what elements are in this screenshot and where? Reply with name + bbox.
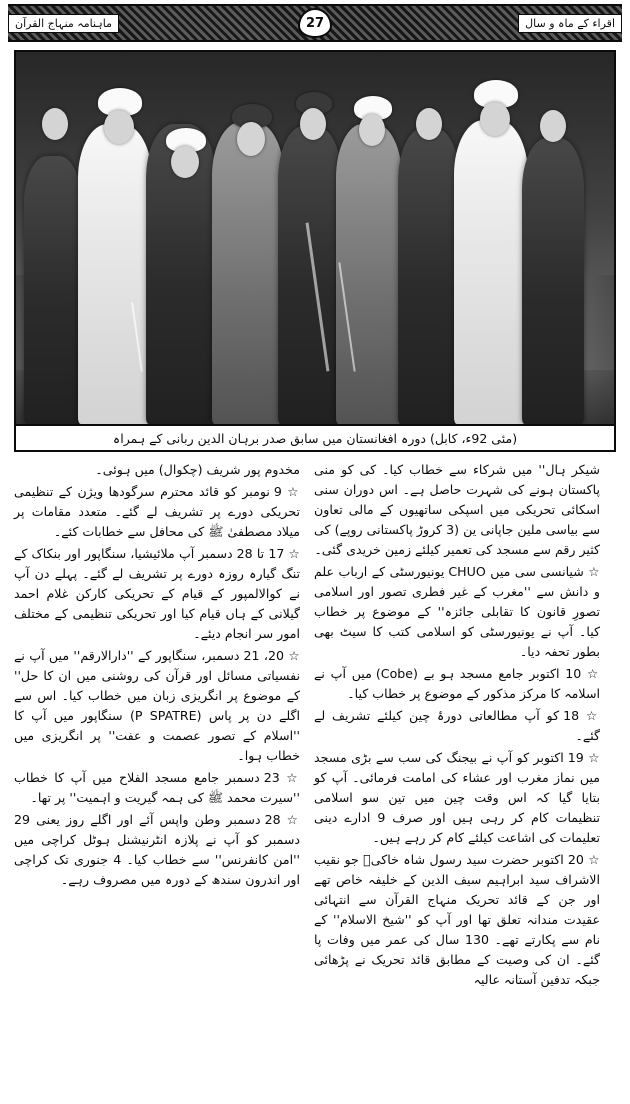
paragraph: ☆ 23 دسمبر جامع مسجد الفلاح میں آپ کا خطاب ''سیرت محمد ﷺ کی ہمہ گیریت و اہمیت'' پر تھا۔: [14, 770, 300, 805]
column-left: [314, 460, 600, 992]
figure-8: [454, 120, 528, 424]
figure-4-head: [237, 122, 265, 156]
figure-6: [336, 124, 402, 424]
figure-2: [78, 124, 152, 424]
figure-1: [24, 156, 82, 424]
header-left-label: اقراء کے ماہ و سال: [518, 14, 622, 33]
photo-caption: (مئی 92ء، کابل) دورہ افغانستان میں سابق صدر برہان الدین ربانی کے ہمراہ: [14, 426, 616, 452]
paragraph: ☆ 9 نومبر کو قائد محترم سرگودھا ویژن کے تنظیمی تحریکی دورے پر تشریف لے گئے۔ متعدد مقامات پر میلاد مصطفیٰ ﷺ کی محافل سے خطابات کئے۔: [14, 484, 300, 539]
page-header: [8, 4, 622, 42]
figure-1-head: [42, 108, 68, 140]
paragraph: ☆ 20، 21 دسمبر، سنگاپور کے ''دارالارقم'' میں آپ نے نفسیاتی مسائل اور قرآن کی روشنی میں ان کا حل'' کے موضوع پر انگریزی زبان میں خطاب کیا۔ اس سے اگلے دن پر پاس (P SPATRE) سنگاپور میں آپ کا ''اسلام کے تصور عصمت و عفت'' پر انگریزی میں خطاب ہوا۔: [14, 648, 300, 763]
group-photograph: [16, 52, 614, 424]
figure-7-head: [416, 108, 442, 140]
paragraph: ☆ 19 اکتوبر کو آپ نے بیجنگ کی سب سے بڑی مسجد میں نماز مغرب اور عشاء کی امامت فرمائی۔ آپ کو بتایا گیا کہ اس وقت چین میں تین سو اسلامی تنظیمات کام کر رہی ہیں اور صرف 9 ادارے دینی تعلیمات کی اشاعت کیلئے کام کر رہے ہیں۔: [314, 750, 601, 845]
paragraph: ☆ 28 دسمبر وطن واپس آئے اور اگلے روز یعنی 29 دسمبر کو آپ نے پلازہ انٹرنیشنل ہوٹل کراچی میں ''امن کانفرنس'' سے خطاب کیا۔ 4 جنوری تک کراچی اور اندرون سندھ کے دورہ میں مصروف رہے۔: [14, 812, 301, 887]
figure-3-head: [171, 146, 199, 178]
paragraph: مخدوم پور شریف (چکوال) میں ہوئی۔: [95, 462, 300, 477]
photo-frame: [14, 50, 616, 426]
figure-9-head: [540, 110, 566, 142]
figure-7: [398, 128, 460, 424]
paragraph: ☆ شیانسی سی میں CHUO یونیورسٹی کے ارباب علم و دانش سے ''مغرب کے غیر فطری تصور اور اسلامی تصورِ قانون کا تقابلی جائزہ'' کے موضوع پر خطاب کیا۔ آپ نے یونیورسٹی کو اسلامی کتب کا سیٹ بھی بطور تحفہ دیا۔: [314, 564, 600, 659]
figure-9: [522, 138, 584, 424]
magazine-page: [0, 4, 630, 1104]
paragraph: ☆ 20 اکتوبر حضرت سید رسول شاہ خاکیؒ جو نقیب الاشراف سید ابراہیم سیف الدین کے خلیفہ خاص تھے اور جن کے قائد تحریک منہاج القرآن سے انتہائی عقیدت مندانہ تعلق تھا اور آپ کو ''شیخ الاسلام'' کے نام سے پکارتے تھے۔ 130 سال کی عمر میں وفات پا گئے۔ ان کی وصیت کے مطابق قائد تحریک نے پڑھائی جبکہ تدفین آستانہ عالیہ: [314, 852, 600, 987]
figure-8-head: [480, 102, 510, 136]
figure-5: [278, 126, 342, 424]
paragraph: ☆ 17 تا 28 دسمبر آپ ملائیشیا، سنگاپور اور بنکاک کے تنگ گیارہ روزہ دورے پر تشریف لے گئے۔ پہلے دن آپ نے کوالالمپور کے قیام کے تحریکی کارکن غلام احمد گیلانی کے ہاں قیام کیا اور تحریکی تنظیمی کے مختلف امور سر انجام دیئے۔: [14, 546, 300, 641]
article-body: [14, 460, 616, 992]
page-number-badge: 27: [298, 8, 332, 38]
column-right: [14, 460, 300, 992]
figure-2-head: [104, 110, 134, 144]
figure-4: [212, 122, 284, 424]
header-right-label: ماہنامہ منہاج القرآن: [8, 14, 119, 33]
paragraph: ☆ 10 اکتوبر جامع مسجد ہو بے (Cobe) میں آپ نے اسلامہ کا مرکز مذکور کے موضوع پر خطاب کیا۔: [314, 666, 601, 701]
figure-5-head: [300, 108, 326, 140]
figure-6-head: [359, 114, 385, 146]
paragraph: شیکر ہال'' میں شرکاء سے خطاب کیا۔ کی کو منی پاکستان ہونے کی شہرت حاصل ہے۔ اس دوران سنی اسکائی تحریکی میں اسپکی ساتھیوں کے مالی تعاون سے بیاسی ملین جاپانی ین (3 کروڑ پاکستانی روپے) کی کثیر رقم سے مسجد کی تعمیر کیلئے زمین خریدی گئی۔: [314, 462, 600, 557]
paragraph: ☆ 18 کو آپ مطالعاتی دورۂ چین کیلئے تشریف لے گئے۔: [314, 708, 601, 743]
